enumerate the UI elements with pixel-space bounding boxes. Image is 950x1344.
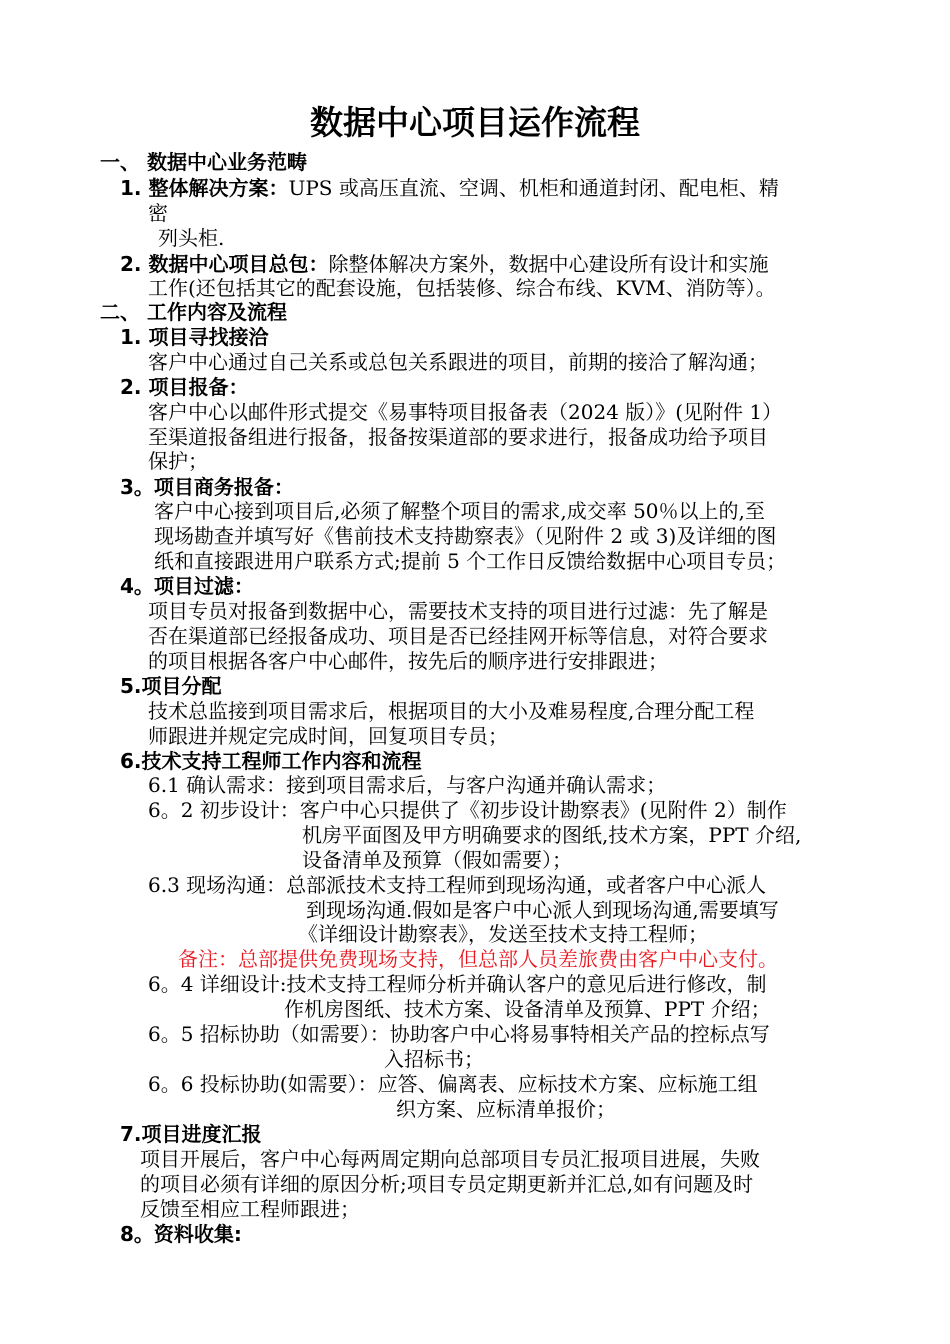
step-1-line-1: 客户中心通过自己关系或总包关系跟进的项目，前期的接洽了解沟通； [148,350,768,374]
item-2-line-2: 工作(还包括其它的配套设施，包括装修、综合布线、KVM、消防等）。 [148,276,776,300]
step-7-line-1: 项目开展后，客户中心每两周定期向总部项目专员汇报项目进展，失败 [140,1147,760,1171]
step-6-2-line-2: 机房平面图及甲方明确要求的图纸,技术方案，PPT 介绍, [302,823,802,847]
step-6-1: 6.1 确认需求：接到项目需求后，与客户沟通并确认需求； [148,773,667,797]
step-6-3-line-3: 《详细设计勘察表》，发送至技术支持工程师； [298,922,708,946]
item-2 [120,252,768,276]
step-2-title: 2. 项目报备： [120,375,249,399]
item-1 [120,176,779,200]
step-7-line-2: 的项目必须有详细的原因分析;项目专员定期更新并汇总,如有问题及时 [140,1172,754,1196]
step-6-4-line-2: 作机房图纸、技术方案、设备清单及预算、PPT 介绍； [284,997,771,1021]
note-text: 备注：总部提供免费现场支持，但总部人员差旅费由客户中心支付。 [178,947,778,971]
item-1-label: 1. 整体解决方案： [120,176,289,200]
step-6-3-line-2: 到现场沟通.假如是客户中心派人到现场沟通,需要填写 [306,898,779,922]
step-3-line-1: 客户中心接到项目后,必须了解整个项目的需求,成交率 50％以上的,至 [154,499,765,523]
step-6-title: 6.技术支持工程师工作内容和流程 [120,749,422,773]
section-1-heading: 一、 数据中心业务范畴 [100,150,307,174]
step-5-title: 5.项目分配 [120,674,222,698]
step-2-line-2: 至渠道报备组进行报备，报备按渠道部的要求进行，报备成功给予项目 [148,425,768,449]
step-5-line-1: 技术总监接到项目需求后，根据项目的大小及难易程度,合理分配工程 [148,699,755,723]
section-2-heading: 二、 工作内容及流程 [100,300,287,324]
step-4-line-2: 否在渠道部已经报备成功、项目是否已经挂网开标等信息，对符合要求 [148,624,768,648]
step-6-2-line-1: 6。2 初步设计：客户中心只提供了《初步设计勘察表》(见附件 2）制作 [148,798,787,822]
step-2-line-3: 保护； [148,449,208,473]
step-8-title: 8。资料收集: [120,1222,242,1246]
step-4-title: 4。项目过滤： [120,574,254,598]
step-6-6-line-1: 6。6 投标协助(如需要）：应答、偏离表、应标技术方案、应标施工组 [148,1072,758,1096]
item-2-line-1: 除整体解决方案外，数据中心建设所有设计和实施 [328,252,769,276]
item-2-label: 2. 数据中心项目总包： [120,252,329,276]
step-6-3-line-1: 6.3 现场沟通：总部派技术支持工程师到现场沟通，或者客户中心派人 [148,873,767,897]
step-3-title: 3。项目商务报备： [120,475,294,499]
step-4-line-3: 的项目根据各客户中心邮件，按先后的顺序进行安排跟进； [148,649,668,673]
step-1-title: 1. 项目寻找接洽 [120,325,269,349]
item-1-line-3: 列头柜. [158,226,225,250]
step-6-5-line-2: 入招标书； [384,1047,484,1071]
step-6-2-line-3: 设备清单及预算（假如需要）； [302,848,572,872]
step-6-5-line-1: 6。5 招标协助（如需要）：协助客户中心将易事特相关产品的控标点写 [148,1022,770,1046]
step-3-line-2: 现场勘查并填写好《售前技术支持勘察表》（见附件 2 或 3)及详细的图 [154,524,777,548]
step-3-line-3: 纸和直接跟进用户联系方式;提前 5 个工作日反馈给数据中心项目专员； [154,549,787,573]
item-1-line-1: UPS 或高压直流、空调、机柜和通道封闭、配电柜、精 [288,176,779,200]
item-1-line-2: 密 [148,201,168,225]
step-7-line-3: 反馈至相应工程师跟进； [140,1197,360,1221]
page-title: 数据中心项目运作流程 [310,103,640,142]
step-5-line-2: 师跟进并规定完成时间，回复项目专员； [148,724,508,748]
step-2-line-1: 客户中心以邮件形式提交《易事特项目报备表（2024 版）》(见附件 1） [148,400,783,424]
step-4-line-1: 项目专员对报备到数据中心，需要技术支持的项目进行过滤：先了解是 [148,599,768,623]
step-6-4-line-1: 6。4 详细设计:技术支持工程师分析并确认客户的意见后进行修改，制 [148,972,767,996]
step-6-6-line-2: 织方案、应标清单报价； [396,1097,616,1121]
step-7-title: 7.项目进度汇报 [120,1122,262,1146]
